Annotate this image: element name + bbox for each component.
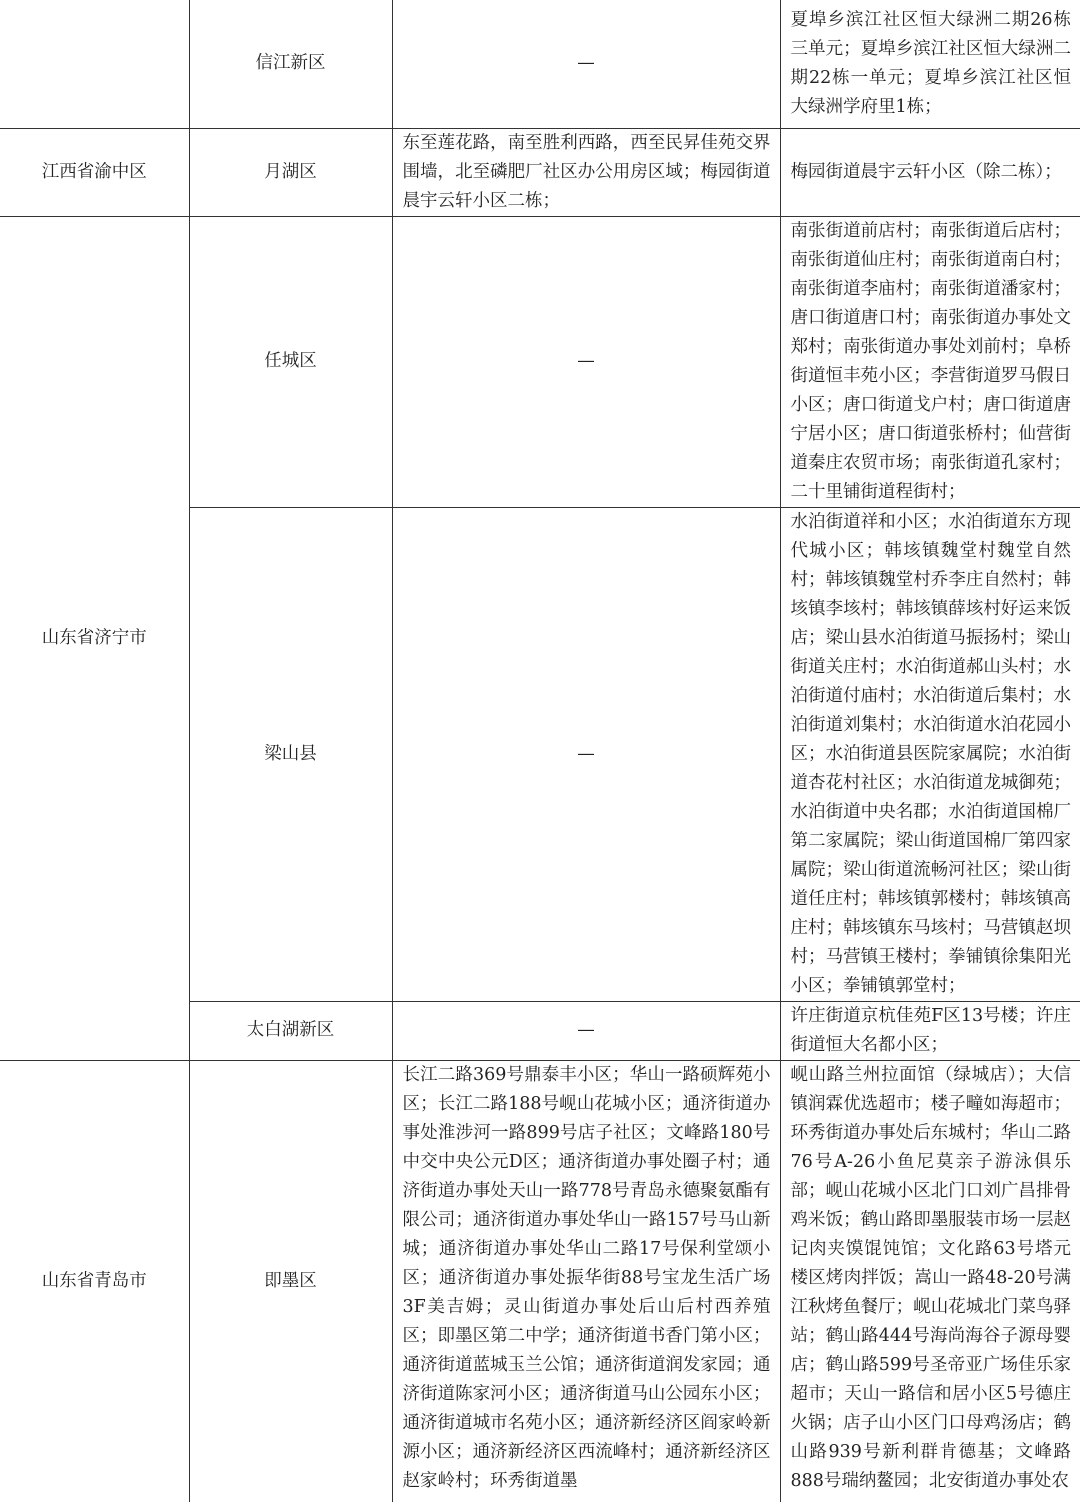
table-row: [0, 128, 1080, 216]
medium-risk-cell: 许庄街道京杭佳苑F区13号楼；许庄街道恒大名都小区；: [780, 1001, 1080, 1060]
district-cell: 任城区: [189, 216, 392, 507]
table-row: [0, 1060, 1080, 1502]
district-cell: 信江新区: [189, 0, 392, 128]
province-cell: 山东省济宁市: [0, 216, 189, 1060]
medium-risk-cell: 水泊街道祥和小区；水泊街道东方现代城小区；韩垓镇魏堂村魏堂自然村；韩垓镇魏堂村乔李庄自然村；韩垓镇李垓村；韩垓镇薛垓村好运来饭店；梁山县水泊街道马振扬村；梁山街道关庄村；水泊街道郝山头村；水泊街道付庙村；水泊街道后集村；水泊街道刘集村；水泊街道水泊花园小区；水泊街道县医院家属院；水泊街道杏花村社区；水泊街道龙城御苑；水泊街道中央名郡；水泊街道国棉厂第二家属院；梁山街道国棉厂第四家属院；梁山街道流畅河社区；梁山街道任庄村；韩垓镇郭楼村；韩垓镇高庄村；韩垓镇东马垓村；马营镇赵坝村；马营镇王楼村；拳铺镇徐集阳光小区；拳铺镇郭堂村；: [780, 507, 1080, 1001]
district-cell: 太白湖新区: [189, 1001, 392, 1060]
high-risk-cell: —: [392, 0, 780, 128]
high-risk-cell: 东至莲花路，南至胜利西路，西至民昇佳苑交界围墙，北至磷肥厂社区办公用房区域；梅园街道晨宇云轩小区二栋；: [392, 128, 780, 216]
province-cell: 山东省青岛市: [0, 1060, 189, 1502]
table-row: [0, 216, 1080, 507]
district-cell: 月湖区: [189, 128, 392, 216]
high-risk-cell: 长江二路369号鼎泰丰小区；华山一路硕辉苑小区；长江二路188号岘山花城小区；通济街道办事处淮涉河一路899号店子社区；文峰路180号中交中央公元D区；通济街道办事处圈子村；通济街道办事处天山一路778号青岛永德聚氨酯有限公司；通济街道办事处华山一路157号马山新城；通济街道办事处华山二路17号保利堂颂小区；通济街道办事处振华街88号宝龙生活广场3F美吉姆；灵山街道办事处后山后村西养殖区；即墨区第二中学；通济街道书香门第小区；通济街道蓝城玉兰公馆；通济街道润发家园；通济街道陈家河小区；通济街道马山公园东小区；通济街道城市名苑小区；通济新经济区阎家岭新源小区；通济新经济区西流峰村；通济新经济区赵家岭村；环秀街道墨: [392, 1060, 780, 1502]
medium-risk-cell: 南张街道前店村；南张街道后店村；南张街道仙庄村；南张街道南白村；南张街道李庙村；南张街道潘家村；唐口街道唐口村；南张街道办事处文郑村；南张街道办事处刘前村；阜桥街道恒丰苑小区；李营街道罗马假日小区；唐口街道戈户村；唐口街道唐宁居小区；唐口街道张桥村；仙营街道秦庄农贸市场；南张街道孔家村；二十里铺街道程街村；: [780, 216, 1080, 507]
district-cell: 梁山县: [189, 507, 392, 1001]
medium-risk-cell: 梅园街道晨宇云轩小区（除二栋）；: [780, 128, 1080, 216]
medium-risk-cell: 夏埠乡滨江社区恒大绿洲二期26栋三单元；夏埠乡滨江社区恒大绿洲二期22栋一单元；夏埠乡滨江社区恒大绿洲学府里1栋；: [780, 0, 1080, 128]
district-cell: 即墨区: [189, 1060, 392, 1502]
medium-risk-cell: 岘山路兰州拉面馆（绿城店）；大信镇润霖优选超市；楼子疃如海超市；环秀街道办事处后东城村；华山二路76号A-26小鱼尼莫亲子游泳俱乐部；岘山花城小区北门口刘广昌排骨鸡米饭；鹤山路即墨服装市场一层赵记肉夹馍馄饨馆；文化路63号塔元楼区烤肉拌饭；嵩山一路48-20号满江秋烤鱼餐厅；岘山花城北门菜鸟驿站；鹤山路444号海尚海谷子源母婴店；鹤山路599号圣帝亚广场佳乐家超市；天山一路信和居小区5号德庄火锅；店子山小区门口母鸡汤店；鹤山路939号新利群肯德基；文峰路888号瑞纳鳌园；北安街道办事处农: [780, 1060, 1080, 1502]
high-risk-cell: —: [392, 216, 780, 507]
province-cell: [0, 0, 189, 128]
high-risk-cell: —: [392, 1001, 780, 1060]
high-risk-cell: —: [392, 507, 780, 1001]
province-cell: 江西省渝中区: [0, 128, 189, 216]
table-row: [0, 0, 1080, 128]
